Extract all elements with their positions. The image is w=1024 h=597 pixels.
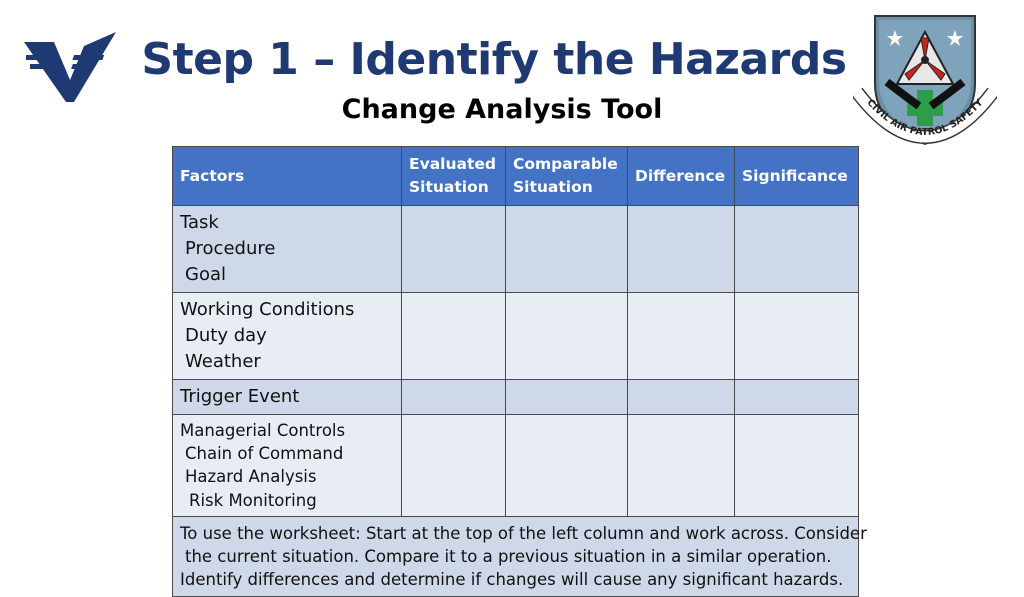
factor-cell (173, 380, 402, 415)
instructions-line: Identify differences and determine if changes will cause any significant hazards. (180, 569, 844, 589)
table-row (173, 293, 859, 380)
factor-sub-label: Goal (185, 264, 226, 285)
input-cell[interactable] (506, 380, 628, 415)
table-row (173, 380, 859, 415)
factor-label: Trigger Event (180, 386, 300, 407)
seal-text: CIVIL AIR PATROL SAFETY (864, 97, 986, 139)
factor-cell (173, 206, 402, 293)
col-header-significance: Significance (735, 147, 859, 206)
input-cell[interactable] (402, 293, 506, 380)
cap-safety-seal (853, 12, 997, 154)
change-analysis-table (172, 146, 867, 589)
input-cell[interactable] (735, 415, 859, 517)
input-cell[interactable] (735, 206, 859, 293)
input-cell[interactable] (735, 380, 859, 415)
input-cell[interactable] (506, 415, 628, 517)
factor-sub-label: Risk Monitoring (189, 490, 317, 510)
input-cell[interactable] (506, 293, 628, 380)
page-subtitle: Change Analysis Tool (341, 94, 663, 125)
input-cell[interactable] (506, 206, 628, 293)
input-cell[interactable] (628, 380, 735, 415)
factor-label: Task (180, 212, 219, 233)
input-cell[interactable] (402, 415, 506, 517)
instructions-line: the current situation. Compare it to a previous situation in a similar operation. (185, 546, 832, 566)
factor-sub-label: Procedure (185, 238, 276, 259)
factor-cell (173, 415, 402, 517)
instructions-line: To use the worksheet: Start at the top of the left column and work across. Consider (180, 523, 867, 543)
table-row (173, 206, 859, 293)
instructions-row (173, 516, 859, 596)
col-header-evaluated-situation: Evaluated Situation (402, 147, 506, 206)
input-cell[interactable] (402, 380, 506, 415)
factor-label: Managerial Controls (180, 421, 346, 440)
factor-sub-label: Weather (185, 351, 261, 372)
col-header-difference: Difference (628, 147, 735, 206)
input-cell[interactable] (628, 293, 735, 380)
input-cell[interactable] (628, 206, 735, 293)
factor-label: Working Conditions (180, 299, 355, 320)
input-cell[interactable] (402, 206, 506, 293)
input-cell[interactable] (735, 293, 859, 380)
col-header-comparable-situation: Comparable Situation (506, 147, 628, 206)
factor-sub-label: Duty day (185, 325, 267, 346)
page-title: Step 1 – Identify the Hazards (141, 34, 847, 85)
factor-cell (173, 293, 402, 380)
factor-sub-label: Hazard Analysis (185, 467, 317, 487)
instructions-note (173, 516, 867, 596)
input-cell[interactable] (628, 415, 735, 517)
col-header-factors: Factors (173, 147, 402, 206)
factor-sub-label: Chain of Command (185, 444, 344, 464)
table-row (173, 415, 859, 517)
